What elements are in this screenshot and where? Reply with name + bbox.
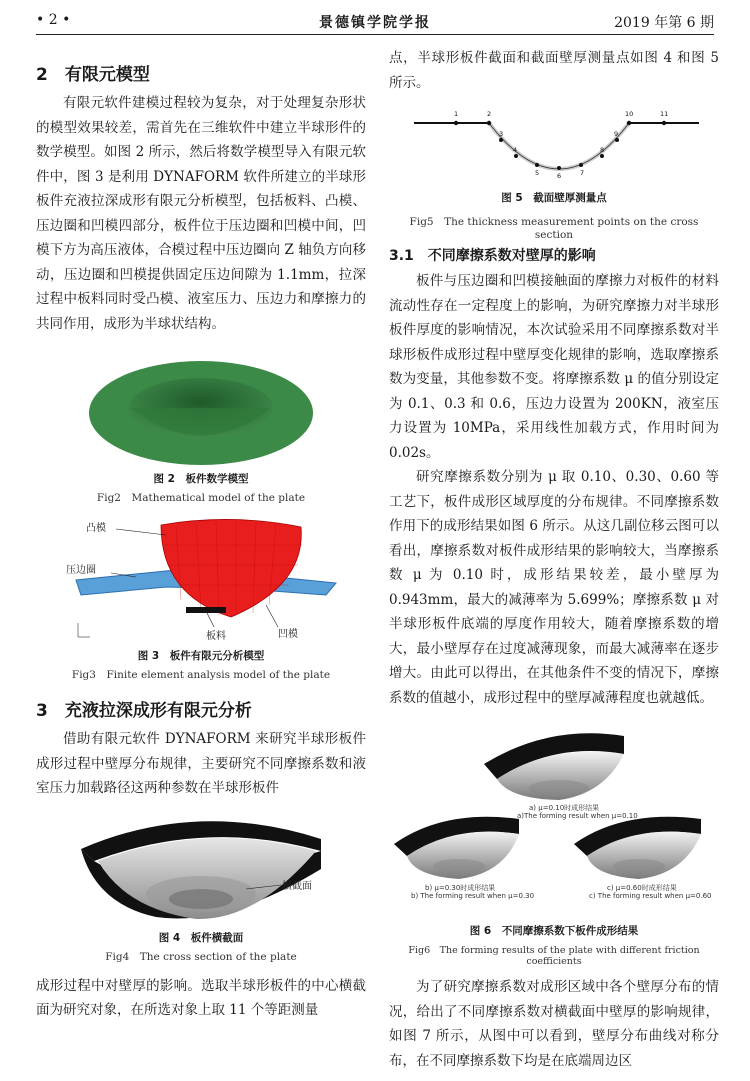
section-3-heading: 3 充液拉深成形有限元分析 (36, 701, 252, 721)
section-3-1-heading: 3.1 不同摩擦系数对壁厚的影响 (389, 248, 596, 264)
journal-name: 景德镇学院学报 (319, 15, 431, 31)
figure-4-caption-en: Fig4 The cross section of the plate (105, 950, 297, 963)
point-label: 5 (535, 169, 540, 177)
point-label: 7 (580, 169, 585, 177)
figure-3 (36, 515, 366, 682)
left-column (36, 46, 366, 1023)
result-a-caption-en: a)The forming result when μ=0.10 (517, 812, 638, 820)
figure-5-caption-en: Fig5 The thickness measurement points on the cross section (409, 216, 699, 241)
result-a-caption-cn: a) μ=0.10时成形结果 (529, 804, 600, 812)
section-2-paragraph: 有限元软件建模过程较为复杂，对于处理复杂形状的模型效果较差，需首先在三维软件中建立半球形件的数学模型。如图 2 所示，然后将数学模型导入有限元软件中，图 3 是利用 DYNAFORM 软件所建立的半球形板件充液拉深成形有限元分析模型，包括板料、凸模、压边圈和凹模四部分，板件位于压边圈和凹模中间，凹模下方为高压液体，合模过程中压边圈向 Z 轴负方向移动，压边圈和凹模提供固定压边间隙为 1.1mm，拉深过程中板料同时受凸模、液室压力、压边力和摩擦力的共同作用，成形为半球状结构。 (36, 95, 366, 332)
result-c-caption-cn: c) μ=0.60时成形结果 (607, 884, 677, 892)
figure-3-caption-en: Fig3 Finite element analysis model of the plate (71, 669, 331, 681)
figure-4-caption-cn: 图 4 板件横截面 (158, 931, 244, 944)
page-header (36, 12, 714, 35)
figure-2 (36, 358, 366, 505)
figure-2-caption-en: Fig2 Mathematical model of the plate (96, 492, 306, 504)
figure-2-caption-cn: 图 2 板件数学模型 (153, 473, 249, 485)
figure-6-captions (389, 923, 719, 967)
issue-label: 2019 年第 6 期 (614, 15, 714, 31)
figure-3-caption-cn: 图 3 板件有限元分析模型 (137, 650, 265, 662)
holder-label: 压边圈 (66, 565, 96, 576)
plate-model-image (86, 358, 316, 468)
section-3-1-paragraph-2: 研究摩擦系数分别为 μ 取 0.10、0.30、0.60 等工艺下，板件成形区域厚度的分布规律。不同摩擦系数作用下的成形结果如图 6 所示。从这几副位移云图可以看出，摩擦系数对板件成形结果的影响较大，当摩擦系数 μ 为 0.10 时，成形结果较差，最小壁厚为 0.943mm，最大的减薄率为 5.699%；摩擦系数 μ 对半球形板件底端的厚度作用较大，随着摩擦系数的增大，最小壁厚存在过度减薄现象，而最大减薄率在逐步增大。由此可以得出，在其他条件不变的情况下，摩擦系数的值越小，成形过程中的壁厚减薄程度也就越低。 (389, 469, 719, 706)
point-label: 1 (454, 110, 459, 118)
point-label: 6 (557, 172, 562, 180)
point-label: 2 (487, 110, 492, 118)
figure-5 (389, 105, 719, 241)
result-b-graphic (394, 817, 519, 879)
point-label: 3 (499, 130, 504, 138)
figure-6-caption-cn: 图 6 不同摩擦系数下板件成形结果 (469, 925, 639, 937)
die-label: 凹模 (278, 629, 298, 640)
cross-section-image (76, 809, 326, 927)
section-3-1-paragraph-1: 板件与压边圈和凹模接触面的摩擦力对板件的材料流动性存在一定程度上的影响，为研究摩擦力对半球形板件厚度的影响情况，本次试验采用不同摩擦系数对半球形板件成形过程中壁厚变化规律的影响，选取摩擦系数为变量，其他参数不变。将摩擦系数 μ 的值分别设定为 0.1、0.3 和 0.6，压边力设置为 200KN，液室压力设置为 10MPa，采用线性加载方式，作用时间为 0.02s。 (389, 273, 719, 461)
point-label: 4 (513, 146, 518, 154)
section-3-1-paragraph-3: 为了研究摩擦系数对成形区域中各个壁厚分布的情况，给出了不同摩擦系数对横截面中壁厚的影响规律，如图 7 所示，从图中可以看到，壁厚分布曲线对称分布，在不同摩擦系数下均是在底端周边区 (389, 979, 719, 1069)
result-b-caption-en: b) The forming result when μ=0.30 (411, 892, 535, 900)
right-column (389, 46, 719, 1073)
punch-label: 凸模 (86, 523, 106, 534)
section-2-heading: 2 有限元模型 (36, 65, 150, 85)
section-label: 横截面 (282, 880, 312, 892)
measurement-points-diagram (404, 105, 704, 187)
point-label: 8 (600, 146, 605, 154)
point-label: 9 (614, 130, 619, 138)
result-c-graphic (574, 817, 701, 879)
fe-model-image (56, 515, 346, 645)
section-3-paragraph-start: 借助有限元软件 DYNAFORM 来研究半球形板件成形过程中壁厚分布规律，主要研究不同摩擦系数和液室压力加载路径这两种参数在半球形板件 (36, 731, 366, 796)
figure-6-caption-en: Fig6 The forming results of the plate with different friction coefficients (408, 945, 700, 967)
figure-5-caption-cn: 图 5 截面壁厚测量点 (501, 192, 607, 204)
result-c-caption-en: c) The forming result when μ=0.60 (589, 892, 712, 900)
result-a-graphic (484, 733, 624, 800)
figure-4 (36, 809, 366, 964)
result-b-caption-cn: b) μ=0.30时成形结果 (425, 884, 496, 892)
forming-results-image (389, 724, 719, 920)
page-number: • 2 • (36, 12, 71, 28)
figure-6 (389, 724, 719, 920)
section-3-paragraph-continued: 点，半球形板件截面和截面壁厚测量点如图 4 和图 5 所示。 (389, 50, 719, 91)
sheet-label: 板料 (206, 631, 226, 642)
section-3-paragraph-end: 成形过程中对壁厚的影响。选取半球形板件的中心横截面为研究对象，在所选对象上取 11 个等距测量 (36, 977, 366, 1018)
point-label: 10 (625, 110, 634, 118)
point-label: 11 (660, 110, 669, 118)
